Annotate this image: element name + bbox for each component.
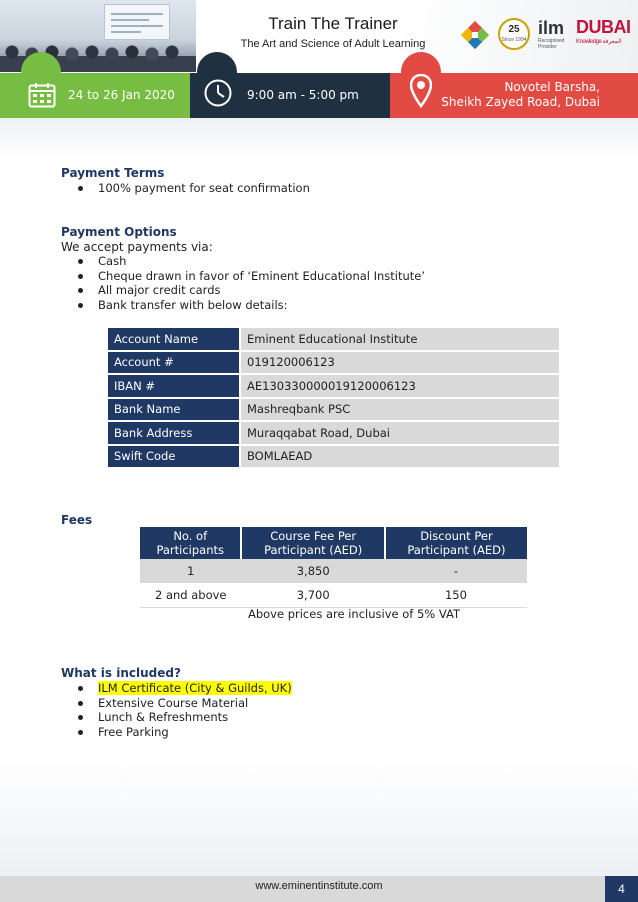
- partner-logos: [458, 16, 634, 56]
- event-venue: [440, 80, 600, 110]
- table-row: [140, 559, 527, 583]
- projection-screen: [104, 4, 170, 40]
- table-row: [108, 446, 559, 468]
- bank-field-label: Account Name: [108, 328, 241, 350]
- website-link[interactable]: www.eminentinstitute.com: [255, 880, 383, 892]
- page-number: 4: [605, 876, 638, 902]
- location-pin-icon: [410, 74, 432, 108]
- list-item: 100% payment for seat confirmation: [61, 181, 310, 196]
- table-header-row: [140, 527, 527, 559]
- included-heading: What is included?: [61, 666, 181, 680]
- column-header: Course Fee Per Participant (AED): [241, 527, 384, 559]
- list-item: Lunch & Refreshments: [61, 710, 292, 725]
- course-title: Train The Trainer: [268, 14, 398, 33]
- payment-options-intro: We accept payments via:: [61, 240, 213, 254]
- bank-field-value: AE130330000019120006123: [241, 375, 559, 397]
- fees-heading: Fees: [61, 513, 93, 527]
- column-header: Discount Per Participant (AED): [385, 527, 527, 559]
- background-watermark: [0, 760, 638, 876]
- bank-field-value: BOMLAEAD: [241, 446, 559, 468]
- table-row: [108, 422, 559, 444]
- payment-terms-heading: Payment Terms: [61, 166, 165, 180]
- table-cell: 150: [385, 583, 527, 607]
- bank-field-label: Bank Name: [108, 399, 241, 421]
- event-date: 24 to 26 Jan 2020: [68, 88, 175, 102]
- ilm-logo: ilm Recognised Provider: [538, 18, 565, 50]
- column-header: No. of Participants: [140, 527, 241, 559]
- calendar-icon: [28, 82, 56, 108]
- vat-note: Above prices are inclusive of 5% VAT: [247, 607, 461, 621]
- bank-field-label: Account #: [108, 352, 241, 374]
- table-cell: 2 and above: [140, 583, 241, 607]
- list-item: All major credit cards: [61, 283, 425, 298]
- dubai-knowledge-logo: DUBAI Knowledge المعرفة: [576, 17, 631, 45]
- table-cell: 3,850: [241, 559, 384, 583]
- table-row: [108, 352, 559, 374]
- venue-line-2: Sheikh Zayed Road, Dubai: [441, 95, 600, 109]
- table-row: [108, 328, 559, 350]
- list-item: Free Parking: [61, 725, 292, 740]
- course-subtitle: The Art and Science of Adult Learning: [240, 38, 426, 50]
- list-item: Cheque drawn in favor of ‘Eminent Educational Institute’: [61, 269, 425, 284]
- bank-details-table: [108, 326, 559, 469]
- bank-field-label: Swift Code: [108, 446, 241, 468]
- fees-table: [140, 527, 527, 608]
- payment-terms-list: [61, 181, 310, 196]
- bank-field-label: IBAN #: [108, 375, 241, 397]
- list-item: Extensive Course Material: [61, 696, 292, 711]
- highlighted-text: ILM Certificate (City & Guilds, UK): [98, 681, 292, 695]
- bank-field-value: Mashreqbank PSC: [241, 399, 559, 421]
- bank-field-value: 019120006123: [241, 352, 559, 374]
- clock-icon: [203, 78, 233, 108]
- table-cell: 1: [140, 559, 241, 583]
- payment-options-heading: Payment Options: [61, 225, 177, 239]
- bank-field-label: Bank Address: [108, 422, 241, 444]
- table-cell: -: [385, 559, 527, 583]
- included-list: [61, 681, 292, 739]
- payment-options-list: [61, 254, 425, 312]
- anniversary-badge: 25 Since 1994: [498, 18, 530, 50]
- list-item: Bank transfer with below details:: [61, 298, 425, 313]
- venue-line-1: Novotel Barsha,: [504, 80, 600, 94]
- bank-field-value: Eminent Educational Institute: [241, 328, 559, 350]
- table-row: [140, 583, 527, 607]
- table-cell: 3,700: [241, 583, 384, 607]
- table-row: [108, 375, 559, 397]
- table-row: [108, 399, 559, 421]
- event-time: 9:00 am - 5:00 pm: [247, 88, 359, 102]
- background-watermark-top: [0, 118, 638, 158]
- eminent-logo-icon: [460, 20, 490, 50]
- list-item: Cash: [61, 254, 425, 269]
- bank-field-value: Muraqqabat Road, Dubai: [241, 422, 559, 444]
- list-item: [61, 681, 292, 696]
